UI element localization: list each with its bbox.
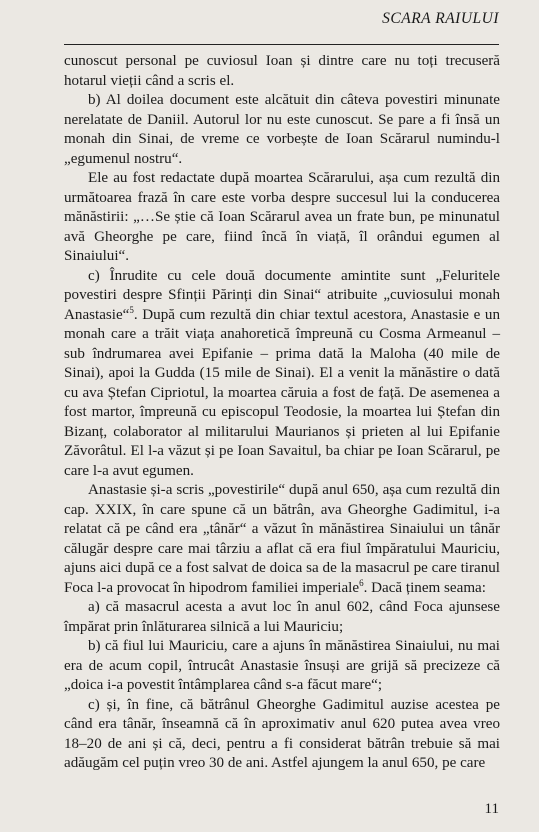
paragraph-4-text-cont: . După cum rezultă din chiar textul acestora, Anastasie e un monah care a trăit viața anahoretică împreună cu Cosma Armeanul – sub îndrumarea avei Epifanie – prima dată la Maloha (40 mile de Sinai), apoi la Gudda (15 mile de Sinai). El a venit la mănăstire o dată cu ava Ștefan Cipriotul, la moartea căruia a fost de față. De asemenea a fost martor, împreună cu episcopul Teodosie, la moartea lui Ștefan din Bizanț, colaborator al militarului Maurianos și prieten al lui Epifanie Zăvorâtul. El l-a văzut și pe Ioan Savaitul, ba chiar pe Ioan Scărarul, pe care l-a avut egumen. bbox=[64, 306, 500, 479]
footnote-ref-6: 6 bbox=[359, 577, 364, 588]
page-number: 11 bbox=[484, 801, 499, 817]
list-item-c bbox=[64, 696, 500, 774]
running-head: SCARA RAIULUI bbox=[382, 10, 499, 27]
footnote-ref-5: 5 bbox=[129, 304, 134, 315]
paragraph-5-text-cont: . Dacă ținem seama: bbox=[363, 579, 486, 596]
list-item-b bbox=[64, 637, 500, 696]
paragraph-1 bbox=[64, 52, 500, 91]
list-item-b-text: b) că fiul lui Mauriciu, care a ajuns în mănăstirea Sinaiului, nu mai era de acum copil, întrucât Anastasie însuși are grijă să precizeze că „doica i-a povestit întâmplarea când s-a făcut mare“; bbox=[64, 638, 500, 693]
paragraph-5-text: Anastasie și-a scris „povestirile“ după anul 650, așa cum rezultă din cap. XXIX, în care spune că un bătrân, ava Gheorghe Gadimitul, i-a relatat că pe când era „tânăr“ a văzut în mănăstirea Sinaiului un tânăr călugăr despre care mai târziu a aflat că era fiul împăratului Mauriciu, ajuns aici după ce a fost salvat de doica sa de la masacrul pe care tiranul Foca l-a provocat în hipodrom familiei imperiale bbox=[64, 482, 500, 596]
paragraph-2 bbox=[64, 91, 500, 169]
paragraph-4 bbox=[64, 267, 500, 482]
paragraph-5 bbox=[64, 481, 500, 598]
paragraph-4-text: c) Înrudite cu cele două documente amintite sunt „Feluritele povestiri despre Sfinții Părinți din Sinai“ atribuite „cuviosului monah Anastasie“ bbox=[64, 267, 500, 323]
paragraph-3-text: Ele au fost redactate după moartea Scărarului, așa cum rezultă din următoarea frază în care este vorba despre succesul lui la conducerea mănăstirii: „…Se știe că Ioan Scărarul avea un frate bun, pe minunatul avă Gheorghe pe care, fiind încă în viață, îl orândui egumen al Sinaiului“. bbox=[64, 170, 500, 264]
paragraph-3 bbox=[64, 169, 500, 267]
list-item-a bbox=[64, 598, 500, 637]
list-item-a-text: a) că masacrul acesta a avut loc în anul 602, când Foca ajunsese împărat prin înlăturarea silnică a lui Mauriciu; bbox=[64, 599, 500, 635]
header-rule bbox=[64, 44, 499, 45]
paragraph-2-text: b) Al doilea document este alcătuit din câteva povestiri minunate nerelatate de Daniil. Autorul lor nu este cunoscut. Se pare a fi însă un monah din Sinai, de vreme ce vorbește de Ioan Scărarul numindu-l „egumenul nostru“. bbox=[64, 92, 500, 167]
list-item-c-text: c) și, în fine, că bătrânul Gheorghe Gadimitul auzise acestea pe când era tânăr, înseamnă că în aproximativ anul 620 putea avea vreo 18–20 de ani și că, deci, pentru a fi considerat bătrân trebuie să mai adăugăm cel puțin vreo 30 de ani. Astfel ajungem la anul 650, pe care bbox=[64, 696, 500, 771]
body-text bbox=[64, 52, 500, 774]
paragraph-1-text: cunoscut personal pe cuviosul Ioan și dintre care nu toți trecuseră hotarul vieții când a scris el. bbox=[64, 53, 500, 89]
